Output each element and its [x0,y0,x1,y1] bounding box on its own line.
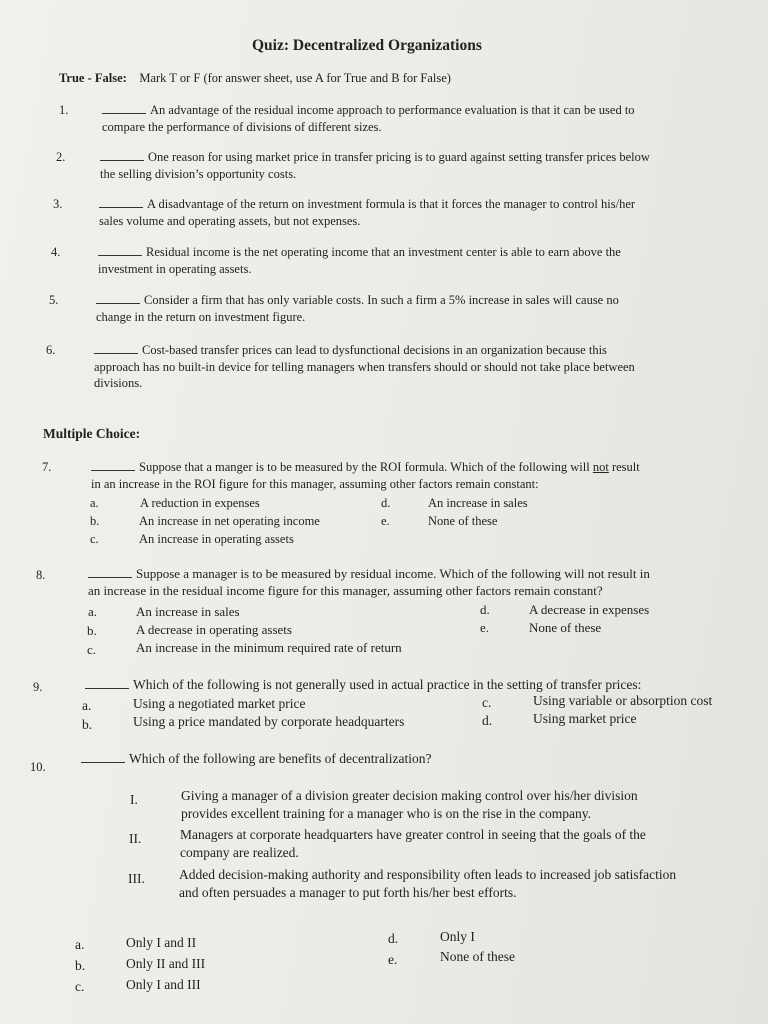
option-text[interactable]: Only I [440,929,475,944]
tf-item-5 [96,292,619,325]
tf-item-text: the selling division’s opportunity costs. [100,166,297,181]
statement-text: provides excellent training for a manager who is on the rise in the company. [181,806,591,821]
tf-item-4 [98,244,621,277]
option-letter: a. [88,604,98,619]
statement-3 [179,866,676,902]
question-text: Suppose that a manger is to be measured by the ROI formula. Which of the following will [139,460,593,474]
mc-question-number: 10. [30,760,46,774]
option-text[interactable]: An increase in the minimum required rate of return [136,640,402,655]
tf-header: True - False: Mark T or F (for answer sheet, use A for True and B for False) [59,71,451,85]
option-text[interactable]: Using a negotiated market price [133,696,306,711]
tf-item-text: approach has no built-in device for telling managers when transfers should or should not take place between [94,359,635,374]
option-text[interactable]: An increase in sales [136,604,240,619]
answer-blank[interactable] [81,751,125,763]
answer-blank[interactable] [85,677,129,689]
tf-label: True - False [59,71,123,85]
option-letter: c. [482,695,492,710]
question-text: an increase in the residual income figure for this manager, assuming other factors remain constant? [88,583,603,598]
question-text-emphasis: not [592,460,609,474]
tf-item-number: 4. [51,245,61,259]
option-text[interactable]: A decrease in expenses [529,602,650,617]
tf-item-text: An advantage of the residual income approach to performance evaluation is that it can be used to [150,103,635,117]
statement-numeral: II. [129,831,142,846]
statement-1 [181,787,638,823]
tf-item-text: investment in operating assets. [98,261,252,276]
option-letter: c. [87,642,97,657]
option-letter: c. [75,979,85,994]
option-letter: b. [87,623,97,638]
statement-text: Added decision-making authority and responsibility often leads to increased job satisfaction [179,867,677,882]
mc-question-8 [88,565,650,599]
tf-instruction: Mark T or F (for answer sheet, use A for True and B for False) [139,71,451,85]
answer-blank[interactable] [88,566,132,578]
mc-question-number: 8. [36,568,46,582]
question-text: result [608,460,640,474]
option-letter: d. [388,931,399,946]
tf-item-text: change in the return on investment figure. [96,309,306,324]
statement-numeral: I. [130,792,138,807]
option-text[interactable]: None of these [529,620,602,635]
option-text[interactable]: Only I and III [126,977,201,992]
answer-blank[interactable] [96,292,140,304]
question-text: Which of the following is not generally used in actual practice in the setting of transfer prices: [133,677,642,692]
answer-blank[interactable] [94,342,138,354]
answer-blank[interactable] [102,102,146,114]
option-letter: a. [90,496,99,510]
tf-item-text: Consider a firm that has only variable costs. In such a firm a 5% increase in sales will cause no [144,293,619,307]
option-text[interactable]: A decrease in operating assets [136,622,292,637]
tf-item-text: Cost-based transfer prices can lead to dysfunctional decisions in an organization because this [142,343,607,357]
option-letter: b. [82,717,93,732]
answer-blank[interactable] [91,459,135,471]
page-title: Quiz: Decentralized Organizations [252,37,482,54]
question-text: Suppose a manager is to be measured by residual income. Which of the following will not result in [136,566,650,581]
mc-question-10 [81,750,432,768]
tf-item-number: 2. [56,150,66,164]
statement-text: and often persuades a manager to put forth his/her best efforts. [179,885,517,900]
tf-item-number: 1. [59,103,69,117]
mc-label: Multiple Choice: [43,426,141,441]
option-letter: e. [388,952,398,967]
statement-text: company are realized. [180,845,299,860]
option-text[interactable]: Using market price [533,711,637,726]
option-text[interactable]: An increase in operating assets [139,532,294,546]
option-letter: a. [82,698,92,713]
option-letter: a. [75,937,85,952]
mc-question-7 [91,459,640,492]
option-letter: b. [75,958,86,973]
tf-item-text: sales volume and operating assets, but not expenses. [99,213,361,228]
option-letter: b. [90,514,100,528]
option-letter: d. [480,602,490,617]
mc-question-number: 9. [33,680,43,694]
option-letter: d. [482,713,493,728]
answer-blank[interactable] [98,244,142,256]
option-letter: c. [90,532,99,546]
option-text[interactable]: None of these [428,514,498,528]
option-text[interactable]: Only II and III [126,956,206,971]
tf-item-text: A disadvantage of the return on investment formula is that it forces the manager to control his/her [147,197,636,211]
option-text[interactable]: None of these [440,949,515,964]
tf-item-2 [100,149,650,182]
question-text: in an increase in the ROI figure for this manager, assuming other factors remain constant: [91,476,539,491]
tf-item-3 [99,196,635,229]
option-text[interactable]: Using a price mandated by corporate headquarters [133,714,405,729]
tf-item-text: One reason for using market price in transfer pricing is to guard against setting transfer prices below [148,150,650,164]
option-text[interactable]: Only I and II [126,935,197,950]
tf-item-1 [102,102,635,135]
statement-text: Giving a manager of a division greater decision making control over his/her division [181,788,638,803]
answer-blank[interactable] [99,196,143,208]
statement-text: Managers at corporate headquarters have greater control in seeing that the goals of the [180,827,646,842]
option-text[interactable]: An increase in net operating income [139,514,320,528]
question-text: Which of the following are benefits of decentralization? [129,751,432,766]
tf-item-text: Residual income is the net operating income that an investment center is able to earn above the [146,245,621,259]
option-text[interactable]: An increase in sales [428,496,528,510]
tf-item-number: 3. [53,197,63,211]
statement-numeral: III. [128,871,145,886]
tf-item-6 [94,342,635,392]
mc-question-number: 7. [42,460,52,474]
option-letter: e. [381,514,390,528]
tf-item-text: compare the performance of divisions of different sizes. [102,119,382,134]
option-letter: d. [381,496,391,510]
tf-item-number: 5. [49,293,59,307]
statement-2 [180,826,646,862]
option-letter: e. [480,620,490,635]
option-text[interactable]: A reduction in expenses [140,496,260,510]
option-text[interactable]: Using variable or absorption cost [533,693,713,708]
answer-blank[interactable] [100,149,144,161]
tf-item-number: 6. [46,343,56,357]
tf-item-text: divisions. [94,376,143,390]
